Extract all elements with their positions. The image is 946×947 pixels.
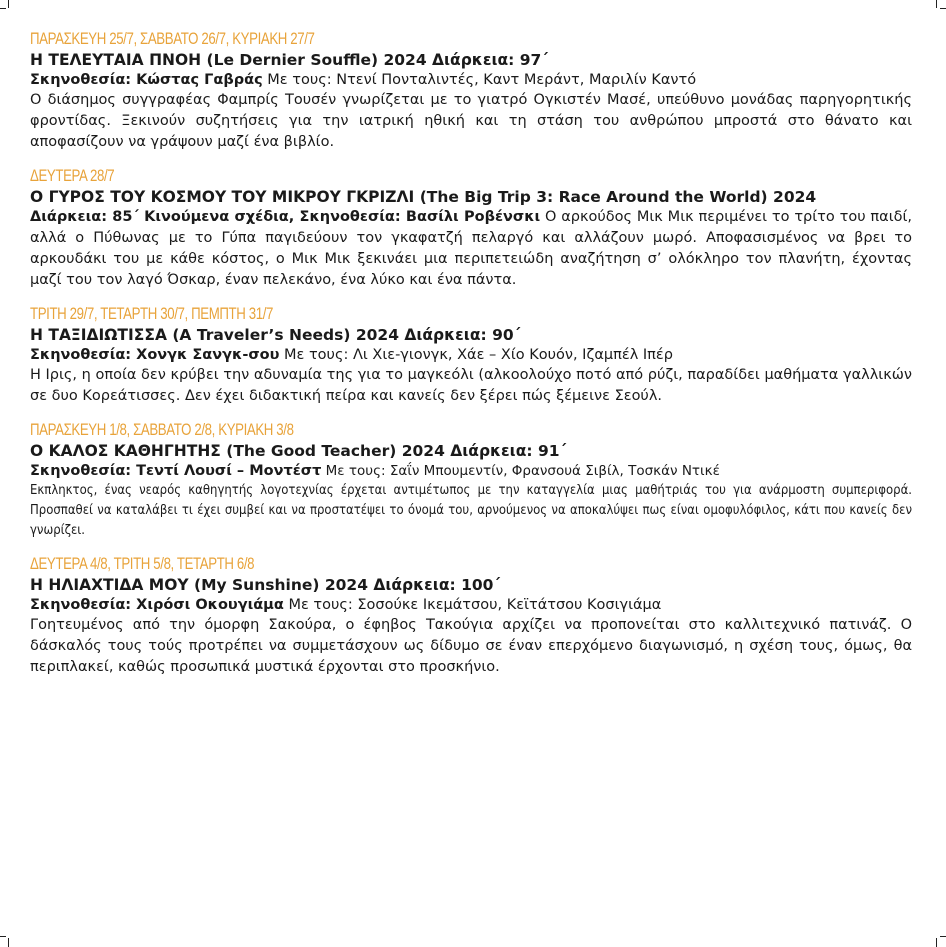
crop-mark-top-right-h xyxy=(940,8,946,9)
film-credits xyxy=(30,70,912,90)
crop-mark-bottom-right-h xyxy=(940,936,946,937)
film-title: Η ΤΑΞΙΔΙΩΤΙΣΣΑ (A Traveler’s Needs) 2024 Διάρκεια: 90΄ xyxy=(30,326,521,344)
film-title: Η ΗΛΙΑΧΤΙΔΑ ΜΟΥ (My Sunshine) 2024 Διάρκεια: 100΄ xyxy=(30,576,501,594)
film-title: Ο ΚΑΛΟΣ ΚΑΘΗΓΗΤΗΣ (The Good Teacher) 2024 Διάρκεια: 91΄ xyxy=(30,442,567,460)
film-cast: Με τους: Ντενί Πονταλιντές, Καντ Μεράντ, Μαριλίν Καντό xyxy=(267,72,697,88)
film-description: Η Ιρις, η οποία δεν κρύβει την αδυναμία της για το μαγκεόλι (αλκοολούχο ποτό από ρύζι, παραδίδει μαθήματα γαλλικών σε δυο Κορεάτισσες. Δεν έχει διδακτική πείρα και κανείς δεν ξέρει πώς ξέμεινε Σεούλ. xyxy=(30,367,912,404)
crop-mark-bottom-left-h xyxy=(0,936,6,937)
film-director: Σκηνοθεσία: Χονγκ Σανγκ-σου xyxy=(30,347,280,363)
film-director: Σκηνοθεσία: Χιρόσι Οκουγιάμα xyxy=(30,597,284,613)
crop-mark-bottom-left xyxy=(8,938,9,947)
film-title: Ο ΓΥΡΟΣ ΤΟΥ ΚΟΣΜΟΥ ΤΟΥ ΜΙΚΡΟΥ ΓΚΡΙΖΛΙ (The Big Trip 3: Race Around the World) 2024 xyxy=(30,188,817,206)
film-cast: Με τους: Σαΐν Μπουμεντίν, Φρανσουά Σιβίλ, Τοσκάν Ντικέ xyxy=(325,463,720,479)
film-credits xyxy=(30,345,912,365)
crop-mark-top-left xyxy=(8,0,9,8)
film-credits xyxy=(30,461,912,481)
film-entry xyxy=(30,419,912,541)
screening-dates: ΠΑΡΑΣΚΕΥΗ 25/7, ΣΑΒΒΑΤΟ 26/7, ΚΥΡΙΑΚΗ 27/7 xyxy=(30,29,315,48)
film-director: Σκηνοθεσία: Τεντί Λουσί – Μοντέστ xyxy=(30,463,322,479)
film-credits xyxy=(30,595,912,615)
film-synopsis: Ο αρκούδος Μικ Μικ περιμένει το τρίτο του παιδί, αλλά ο Πύθωνας με το Γύπα παγιδεύουν τον γκαφατζή πελαργό και αλλάζουν μωρό. Αποφασισμένος να βρει το αρκουδάκι του με κάθε κόστος, ο Μικ Μικ ξεκινάει μια περιπετειώδη αναζήτηση σ’ ολόκληρο τον πλανήτη, έχοντας μαζί του τον λαγό Όσκαρ, έναν πελεκάνο, ένα λύκο και ένα πάντα. xyxy=(30,209,913,288)
film-entry xyxy=(30,303,912,407)
film-director: Σκηνοθεσία: Κώστας Γαβράς xyxy=(30,72,263,88)
film-description: Ο διάσημος συγγραφέας Φαμπρίς Τουσέν γνωρίζεται με το γιατρό Ογκιστέν Μασέ, υπεύθυνο μονάδας παρηγορητικής φροντίδας. Ξεκινούν συζητήσεις για την ιατρική ηθική και τη στάση του ανθρώπου μπροστά στο θάνατο και αποφασίζουν να γράψουν μαζί ένα βιβλίο. xyxy=(30,92,912,150)
film-title: Η ΤΕΛΕΥΤΑΙΑ ΠΝΟΗ (Le Dernier Souffle) 2024 Διάρκεια: 97΄ xyxy=(30,51,549,69)
film-entry xyxy=(30,553,912,678)
screening-dates: ΔΕΥΤΕΡΑ 28/7 xyxy=(30,166,115,185)
screening-dates: ΔΕΥΤΕΡΑ 4/8, ΤΡΙΤΗ 5/8, ΤΕΤΑΡΤΗ 6/8 xyxy=(30,554,255,573)
screening-dates: ΠΑΡΑΣΚΕΥΗ 1/8, ΣΑΒΒΑΤΟ 2/8, ΚΥΡΙΑΚΗ 3/8 xyxy=(30,420,294,439)
film-cast: Με τους: Σοσούκε Ικεμάτσου, Κεϊτάτσου Κοσιγιάμα xyxy=(288,597,662,613)
film-director: Διάρκεια: 85΄ Κινούμενα σχέδια, Σκηνοθεσία: Βασίλι Ροβένσκι xyxy=(30,209,541,225)
film-schedule xyxy=(30,28,912,690)
film-entry xyxy=(30,28,912,153)
screening-dates: ΤΡΙΤΗ 29/7, ΤΕΤΑΡΤΗ 30/7, ΠΕΜΠΤΗ 31/7 xyxy=(30,304,273,323)
crop-mark-top-right xyxy=(936,0,937,8)
film-cast: Με τους: Λι Χιε-γιονγκ, Χάε – Χίο Κουόν, Ιζαμπέλ Ιπέρ xyxy=(284,347,673,363)
film-description xyxy=(30,207,912,291)
film-description: Γοητευμένος από την όμορφη Σακούρα, ο έφηβος Τακούγια αρχίζει να προπονείται στο καλλιτεχνικό πατινάζ. Ο δάσκαλός τους τούς προτρέπει να συμμετάσχουν ως δίδυμο σε έναν επερχόμενο διαγωνισμό, η σχέση τους, όμως, θα περιπλακεί, καθώς προσωπικά μυστικά έρχονται στο προσκήνιο. xyxy=(30,617,912,675)
crop-mark-bottom-right xyxy=(936,938,937,947)
film-entry xyxy=(30,165,912,291)
film-description: Εκπληκτος, ένας νεαρός καθηγητής λογοτεχνίας έρχεται αντιμέτωπος με την καταγγελία μιας μαθήτριάς του για ανάρμοστη συμπεριφορά. Προσπαθεί να καταλάβει τι έχει συμβεί και να προστατέψει το όνομά του, αρνούμενος να αποκαλύψει πως είναι ομοφυλόφιλος, κάτι που κανείς δεν γνωρίζει. xyxy=(30,483,912,538)
crop-mark-top-left-h xyxy=(0,8,6,9)
